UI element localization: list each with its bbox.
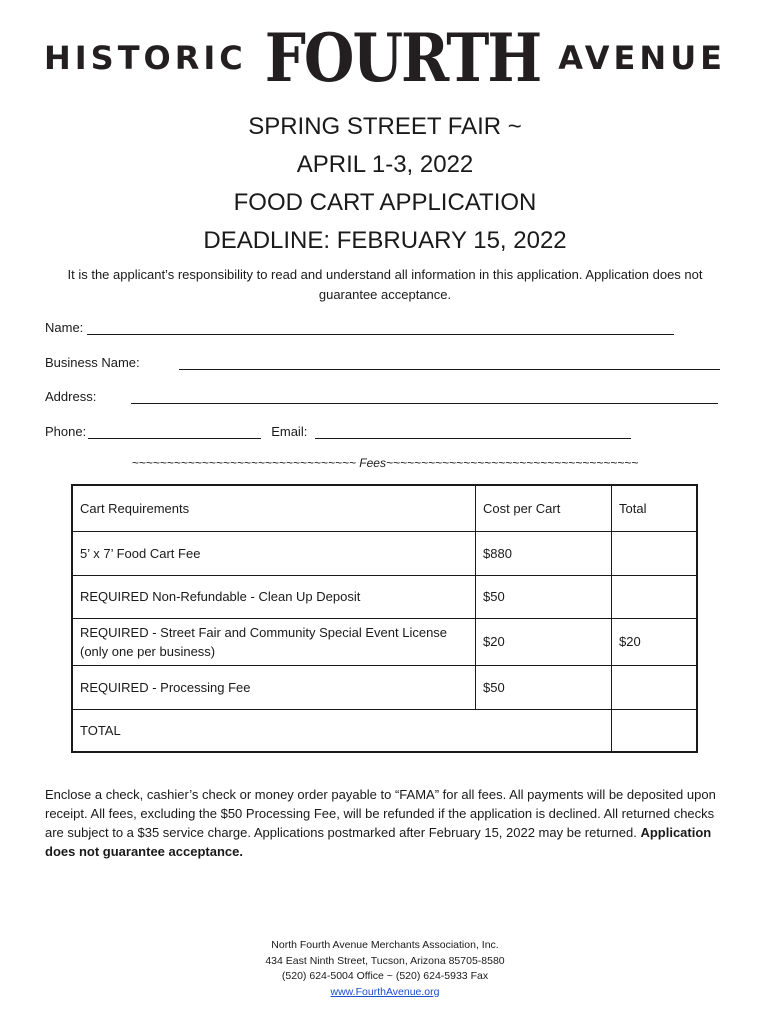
- payment-instructions: [45, 785, 730, 861]
- event-dates: APRIL 1-3, 2022: [296, 151, 474, 178]
- email-line[interactable]: [315, 424, 631, 439]
- address-field: [45, 389, 718, 404]
- table-total-row: [72, 709, 697, 752]
- application-type: FOOD CART APPLICATION: [233, 189, 537, 216]
- table-row: [72, 665, 697, 709]
- phone-line[interactable]: [88, 424, 261, 439]
- payment-instructions-text: Enclose a check, cashier’s check or money order payable to “FAMA” for all fees. All payments will be deposited upon receipt. All fees, excluding the $50 Processing Fee, will be refunded if the application is declined. All returned checks are subject to a $35 service charge. Applications postmarked after February 15, 2022 may be returned.: [45, 787, 716, 840]
- business-name-field: [45, 355, 720, 370]
- header-cost-per-cart: Cost per Cart: [476, 485, 612, 531]
- table-row: [72, 575, 697, 618]
- row-cost: $50: [476, 665, 612, 709]
- footer-phone: (520) 624-5004 Office ~ (520) 624-5933 Fax: [281, 970, 489, 982]
- fees-table: [71, 484, 698, 753]
- website-link[interactable]: www.FourthAvenue.org: [330, 985, 440, 998]
- business-name-label: Business Name:: [45, 355, 140, 370]
- row-item: 5’ x 7’ Food Cart Fee: [72, 531, 476, 575]
- address-line[interactable]: [131, 389, 718, 404]
- row-cost: $880: [476, 531, 612, 575]
- row-total[interactable]: $20: [612, 618, 698, 665]
- footer-org: North Fourth Avenue Merchants Association, Inc.: [271, 939, 499, 951]
- row-item: REQUIRED - Street Fair and Community Special Event License (only one per business): [72, 618, 476, 665]
- total-cost-cell: [476, 709, 612, 752]
- phone-email-field: [45, 424, 631, 439]
- row-total[interactable]: [612, 531, 698, 575]
- fees-heading: ~~~~~~~~~~~~~~~~~~~~~~~~~~~~~~~~ Fees~~~~~~~~~~~~~~~~~~~~~~~~~~~~~~~~~~~~: [131, 456, 639, 470]
- name-field: [45, 320, 674, 335]
- footer: [0, 938, 770, 1000]
- event-title: SPRING STREET FAIR ~: [248, 113, 522, 140]
- grand-total-cell[interactable]: [612, 709, 698, 752]
- header-total: Total: [612, 485, 698, 531]
- acceptance-notice: Application does not guarantee acceptance.: [45, 825, 712, 859]
- intro-text: It is the applicant’s responsibility to read and understand all information in this application. Application does not guarantee acceptance.: [67, 267, 703, 302]
- row-cost: $20: [476, 618, 612, 665]
- logo-left-text: HISTORIC: [43, 39, 247, 77]
- phone-label: Phone:: [45, 424, 87, 439]
- header-cart-requirements: Cart Requirements: [72, 485, 476, 531]
- total-label: TOTAL: [72, 709, 476, 752]
- name-label: Name:: [45, 320, 84, 335]
- name-line[interactable]: [87, 320, 674, 335]
- row-total[interactable]: [612, 575, 698, 618]
- historic-fourth-avenue-logo: [0, 18, 770, 98]
- logo-right-text: AVENUE: [558, 39, 727, 77]
- table-header-row: [72, 485, 697, 531]
- deadline: DEADLINE: FEBRUARY 15, 2022: [203, 227, 567, 254]
- row-item: REQUIRED - Processing Fee: [72, 665, 476, 709]
- row-item: REQUIRED Non-Refundable - Clean Up Deposit: [72, 575, 476, 618]
- table-row: [72, 531, 697, 575]
- document-title-block: [0, 108, 770, 260]
- logo-center-text: FOURTH: [264, 18, 541, 98]
- email-label: Email:: [271, 424, 308, 439]
- business-name-line[interactable]: [179, 355, 720, 370]
- footer-address: 434 East Ninth Street, Tucson, Arizona 85705-8580: [265, 954, 505, 967]
- row-cost: $50: [476, 575, 612, 618]
- address-label: Address:: [45, 389, 97, 404]
- table-row: [72, 618, 697, 665]
- row-total[interactable]: [612, 665, 698, 709]
